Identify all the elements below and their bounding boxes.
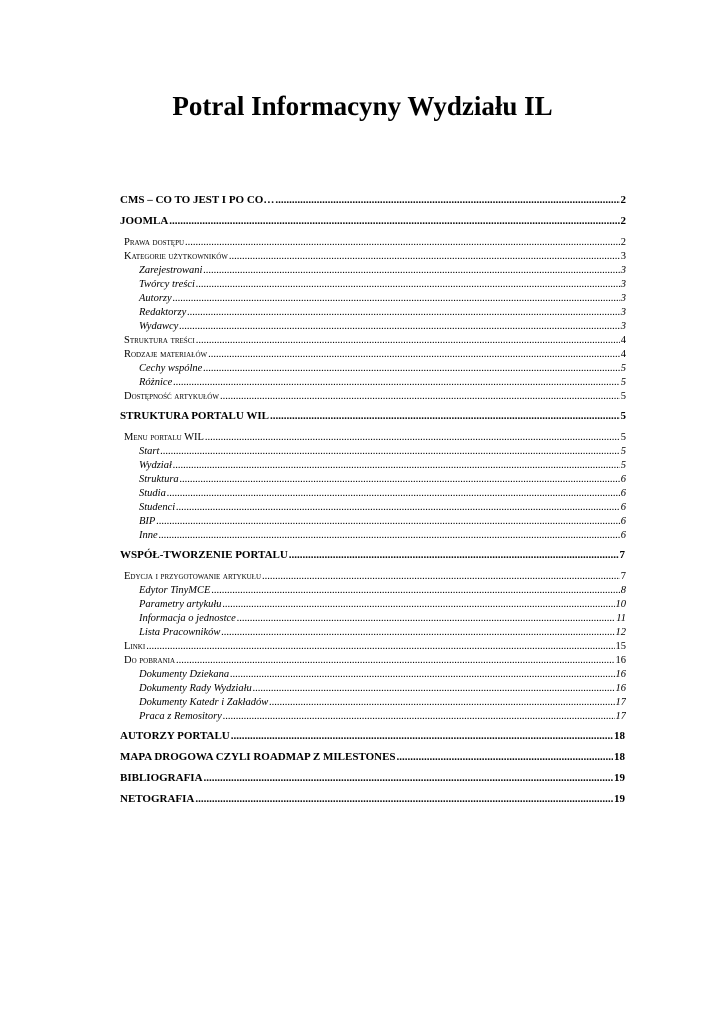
toc-page-number: 3 <box>620 321 626 332</box>
toc-entry-label: Prawa dostępu <box>124 237 185 248</box>
toc-leader-dots <box>397 747 613 768</box>
toc-entry-struktura-tresci[interactable] <box>120 334 626 348</box>
toc-page-number: 2 <box>620 215 626 227</box>
toc-leader-dots <box>237 612 615 626</box>
toc-leader-dots <box>289 545 619 566</box>
toc-leader-dots <box>173 376 620 390</box>
toc-entry-studia[interactable] <box>120 487 626 501</box>
toc-entry-bibliografia[interactable] <box>120 768 625 789</box>
toc-leader-dots <box>173 292 620 306</box>
toc-page-number: 2 <box>620 194 626 206</box>
toc-entry-label: Start <box>139 446 160 457</box>
toc-entry-label: Informacja o jednostce <box>139 613 236 624</box>
toc-page-number: 5 <box>620 410 626 422</box>
toc-entry-praca-remository[interactable] <box>120 710 626 724</box>
toc-leader-dots <box>231 726 613 747</box>
toc-entry-label: Edytor TinyMCE <box>139 585 211 596</box>
toc-page-number: 3 <box>620 279 626 290</box>
toc-page-number: 16 <box>615 669 626 680</box>
toc-entry-zarejestrowani[interactable] <box>120 264 626 278</box>
toc-entry-label: Dostępność artykułów <box>124 391 219 402</box>
toc-page-number: 5 <box>620 377 626 388</box>
toc-leader-dots <box>187 306 620 320</box>
toc-leader-dots <box>253 682 615 696</box>
toc-entry-wydawcy[interactable] <box>120 320 626 334</box>
toc-entry-wspoltworzenie[interactable] <box>120 545 625 566</box>
toc-leader-dots <box>185 236 620 250</box>
toc-entry-label: Autorzy <box>139 293 172 304</box>
toc-page-number: 3 <box>620 307 626 318</box>
toc-entry-struktura[interactable] <box>120 473 626 487</box>
toc-page-number: 16 <box>615 683 626 694</box>
toc-entry-edycja[interactable] <box>120 570 626 584</box>
toc-entry-rodzaje[interactable] <box>120 348 626 362</box>
toc-leader-dots <box>160 445 619 459</box>
toc-entry-label: NETOGRAFIA <box>120 793 195 805</box>
toc-entry-dok-rady[interactable] <box>120 682 626 696</box>
toc-page-number: 7 <box>619 549 625 561</box>
toc-page-number: 6 <box>620 474 626 485</box>
toc-leader-dots <box>159 529 620 543</box>
toc-page-number: 16 <box>615 655 626 666</box>
toc-leader-dots <box>220 390 620 404</box>
toc-entry-label: Rodzaje materiałów <box>124 349 208 360</box>
toc-entry-label: Studia <box>139 488 166 499</box>
toc-page-number: 4 <box>620 349 626 360</box>
toc-page-number: 6 <box>620 502 626 513</box>
toc-page-number: 18 <box>614 751 625 763</box>
toc-entry-mapa[interactable] <box>120 747 625 768</box>
toc-leader-dots <box>269 696 614 710</box>
toc-entry-label: Do pobrania <box>124 655 176 666</box>
toc-entry-label: Zarejestrowani <box>139 265 203 276</box>
toc-entry-struktura-portalu[interactable] <box>120 406 626 427</box>
toc-leader-dots <box>223 710 615 724</box>
toc-leader-dots <box>173 459 620 473</box>
toc-entry-start[interactable] <box>120 445 626 459</box>
toc-entry-label: BIBLIOGRAFIA <box>120 772 203 784</box>
toc-entry-label: Kategorie użytkowników <box>124 251 228 262</box>
toc-leader-dots <box>223 598 615 612</box>
toc-entry-label: Studenci <box>139 502 176 513</box>
toc-leader-dots <box>275 190 619 211</box>
toc-leader-dots <box>176 501 620 515</box>
toc-entry-label: Edycja i przygotowanie artykułu <box>124 571 262 582</box>
toc-leader-dots <box>270 406 620 427</box>
toc-entry-linki[interactable] <box>120 640 626 654</box>
toc-entry-prawa-dostepu[interactable] <box>120 236 626 250</box>
toc-leader-dots <box>262 570 620 584</box>
toc-page-number: 3 <box>620 265 626 276</box>
toc-page-number: 7 <box>620 571 626 582</box>
toc-leader-dots <box>179 320 619 334</box>
toc-page-number: 5 <box>620 363 626 374</box>
toc-entry-label: Twórcy treści <box>139 279 195 290</box>
toc-entry-lista[interactable] <box>120 626 626 640</box>
toc-entry-label: JOOMLA <box>120 215 169 227</box>
toc-entry-label: Struktura treści <box>124 335 195 346</box>
toc-entry-label: Lista Pracowników <box>139 627 221 638</box>
toc-entry-label: Dokumenty Rady Wydziału <box>139 683 252 694</box>
toc-entry-cms[interactable] <box>120 190 626 211</box>
toc-leader-dots <box>230 668 614 682</box>
toc-page-number: 3 <box>620 293 626 304</box>
toc-entry-label: Dokumenty Katedr i Zakładów <box>139 697 269 708</box>
toc-page-number: 2 <box>620 237 626 248</box>
toc-page-number: 15 <box>615 641 626 652</box>
toc-entry-label: BIP <box>139 516 156 527</box>
toc-entry-label: Dokumenty Dziekana <box>139 669 230 680</box>
toc-entry-label: Różnice <box>139 377 173 388</box>
toc-entry-dok-dziekana[interactable] <box>120 668 626 682</box>
toc-entry-netografia[interactable] <box>120 789 625 810</box>
toc-entry-label: Wydział <box>139 460 172 471</box>
toc-page-number: 3 <box>620 251 626 262</box>
toc-entry-label: AUTORZY PORTALU <box>120 730 230 742</box>
toc-entry-label: Struktura <box>139 474 179 485</box>
toc-leader-dots <box>204 768 613 789</box>
toc-entry-autorzy[interactable] <box>120 292 626 306</box>
table-of-contents <box>120 190 626 810</box>
toc-entry-kategorie[interactable] <box>120 250 626 264</box>
toc-leader-dots <box>205 431 620 445</box>
toc-entry-studenci[interactable] <box>120 501 626 515</box>
toc-page-number: 5 <box>620 460 626 471</box>
toc-leader-dots <box>229 250 620 264</box>
toc-entry-informacja[interactable] <box>120 612 626 626</box>
toc-leader-dots <box>196 278 620 292</box>
toc-entry-redaktorzy[interactable] <box>120 306 626 320</box>
toc-entry-do-pobrania[interactable] <box>120 654 626 668</box>
toc-leader-dots <box>208 348 620 362</box>
toc-page-number: 11 <box>616 613 626 624</box>
toc-page-number: 5 <box>620 446 626 457</box>
toc-page-number: 12 <box>615 627 626 638</box>
toc-page-number: 18 <box>614 730 625 742</box>
toc-page-number: 6 <box>620 530 626 541</box>
toc-leader-dots <box>176 654 614 668</box>
toc-leader-dots <box>167 487 620 501</box>
toc-leader-dots <box>203 264 619 278</box>
toc-leader-dots <box>221 626 614 640</box>
toc-entry-autorzy-portalu[interactable] <box>120 726 625 747</box>
toc-entry-parametry[interactable] <box>120 598 626 612</box>
toc-entry-label: CMS – CO TO JEST I PO CO… <box>120 194 275 206</box>
toc-entry-tworcy[interactable] <box>120 278 626 292</box>
toc-leader-dots <box>169 211 619 232</box>
toc-entry-label: Praca z Remository <box>139 711 222 722</box>
toc-page-number: 19 <box>614 772 625 784</box>
toc-entry-dostepnosc[interactable] <box>120 390 626 404</box>
toc-entry-label: Wydawcy <box>139 321 179 332</box>
toc-entry-label: Redaktorzy <box>139 307 187 318</box>
toc-page-number: 17 <box>615 697 626 708</box>
toc-page-number: 17 <box>615 711 626 722</box>
toc-page-number: 6 <box>620 488 626 499</box>
toc-page-number: 5 <box>620 432 626 443</box>
toc-entry-label: Inne <box>139 530 158 541</box>
document-title: Potral Informacyny Wydziału IL <box>172 91 553 121</box>
toc-page-number: 10 <box>615 599 626 610</box>
toc-page-number: 8 <box>620 585 626 596</box>
toc-entry-cechy[interactable] <box>120 362 626 376</box>
toc-entry-roznice[interactable] <box>120 376 626 390</box>
toc-entry-inne[interactable] <box>120 529 626 543</box>
toc-leader-dots <box>180 473 620 487</box>
toc-entry-label: MAPA DROGOWA CZYLI ROADMAP Z MILESTONES <box>120 751 396 763</box>
toc-entry-dok-katedr[interactable] <box>120 696 626 710</box>
toc-page-number: 6 <box>620 516 626 527</box>
toc-entry-label: Parametry artykułu <box>139 599 222 610</box>
toc-leader-dots <box>195 789 613 810</box>
toc-leader-dots <box>211 584 619 598</box>
toc-leader-dots <box>196 334 620 348</box>
toc-leader-dots <box>146 640 614 654</box>
toc-page-number: 5 <box>620 391 626 402</box>
toc-entry-menu[interactable] <box>120 431 626 445</box>
toc-leader-dots <box>156 515 619 529</box>
toc-entry-label: Cechy wspólne <box>139 363 203 374</box>
toc-entry-label: WSPÓŁ-TWORZENIE PORTALU <box>120 549 288 561</box>
toc-entry-label: Menu portalu WIL <box>124 432 204 443</box>
toc-entry-bip[interactable] <box>120 515 626 529</box>
toc-page-number: 19 <box>614 793 625 805</box>
toc-entry-label: STRUKTURA PORTALU WIL <box>120 410 269 422</box>
toc-entry-wydzial[interactable] <box>120 459 626 473</box>
toc-page-number: 4 <box>620 335 626 346</box>
toc-entry-edytor[interactable] <box>120 584 626 598</box>
toc-entry-joomla[interactable] <box>120 211 626 232</box>
toc-entry-label: Linki <box>124 641 146 652</box>
toc-leader-dots <box>203 362 619 376</box>
